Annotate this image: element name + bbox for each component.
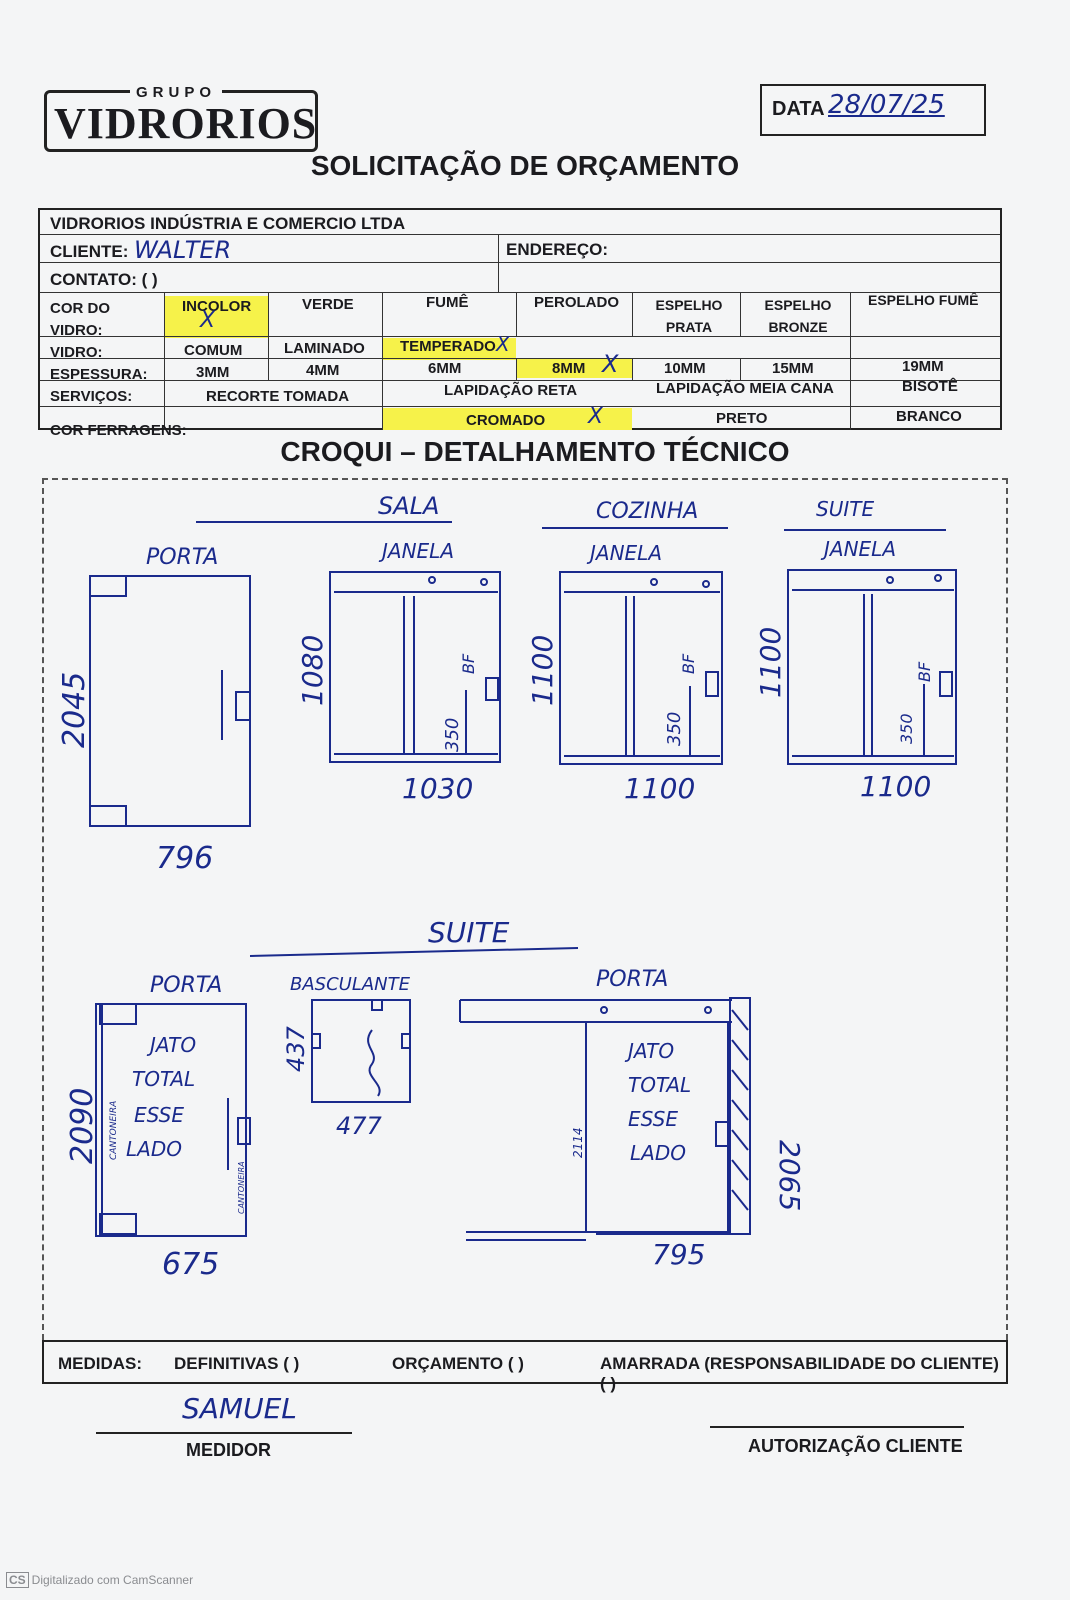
window-2-sill: 350: [664, 711, 685, 746]
color-incolor: INCOLOR: [182, 298, 252, 315]
window-1-height: 1080: [296, 634, 329, 706]
door-3-width: 795: [652, 1238, 706, 1271]
hardware-cromado: CROMADO: [466, 412, 546, 429]
company-name: VIDRORIOS INDÚSTRIA E COMERCIO LTDA: [50, 214, 406, 233]
window-1-lock: [486, 678, 498, 700]
mark-temperado: X: [496, 332, 510, 356]
mark-cromado: X: [588, 404, 604, 429]
door-2-hinge-top: [100, 1004, 136, 1024]
door-3-jato-4: LADO: [630, 1141, 686, 1165]
logo-group-text: GRUPO: [130, 84, 222, 101]
basculante-swing: [368, 1030, 380, 1096]
service-recorte-tomada: RECORTE TOMADA: [206, 388, 350, 405]
door-2-width: 675: [162, 1247, 220, 1282]
door-2-cantoneira-left: CANTONEIRA: [109, 1100, 119, 1160]
label-porta-3: PORTA: [596, 967, 669, 992]
window-3-lock: [940, 672, 952, 696]
color-espelho-bronze: ESPELHO BRONZE: [764, 297, 832, 335]
date-value: 28/07/25: [828, 90, 945, 120]
service-lapidacao-meia-cana: LAPIDAÇÃO MEIA CANA: [656, 380, 834, 397]
door-3-jato-3: ESSE: [628, 1107, 678, 1131]
basculante-height: 437: [282, 1026, 310, 1072]
color-verde: VERDE: [302, 296, 354, 313]
page-title: SOLICITAÇÃO DE ORÇAMENTO: [310, 150, 740, 181]
glass-label: VIDRO:: [50, 344, 103, 361]
thickness-6mm: 6MM: [428, 360, 462, 377]
contact-label: CONTATO: ( ): [50, 270, 158, 289]
window-1-width: 1030: [402, 772, 474, 805]
medidas-label: MEDIDAS:: [58, 1354, 143, 1373]
window-3-sill: 350: [897, 713, 916, 744]
basculante-width: 477: [336, 1112, 382, 1140]
medidor-label: MEDIDOR: [186, 1440, 271, 1460]
camscanner-icon: CS: [6, 1572, 29, 1588]
label-basculante: BASCULANTE: [290, 974, 411, 995]
client-label: CLIENTE:: [50, 242, 129, 261]
glass-comum: COMUM: [184, 342, 243, 359]
door-1-hinge-top: [90, 576, 126, 596]
mark-8mm: X: [602, 350, 619, 378]
logo-name: VIDRORIOS: [54, 99, 318, 148]
color-label-2: VIDRO:: [50, 322, 103, 339]
door-2-jato-4: LADO: [126, 1137, 182, 1161]
label-janela-3: JANELA: [824, 537, 897, 561]
door-1-width: 796: [156, 841, 214, 876]
service-bisote: BISOTÊ: [902, 378, 958, 395]
croqui-title: CROQUI – DETALHAMENTO TÉCNICO: [280, 436, 790, 467]
door-3-height: 2065: [773, 1140, 806, 1212]
color-espelho-prata: ESPELHO PRATA: [655, 297, 723, 335]
thickness-15mm: 15MM: [772, 360, 814, 377]
door-3-lock: [716, 1122, 728, 1146]
window-2-height: 1100: [526, 634, 559, 706]
color-espelho-fume: ESPELHO FUMÊ: [868, 292, 979, 308]
thickness-3mm: 3MM: [196, 364, 230, 381]
window-3-width: 1100: [860, 770, 932, 803]
window-2-width: 1100: [624, 772, 696, 805]
door-3-inner-height: 2114: [571, 1127, 585, 1158]
door-2-cantoneira-right: CANTONEIRA: [237, 1161, 246, 1214]
services-label: SERVIÇOS:: [50, 388, 133, 405]
label-porta-1: PORTA: [146, 545, 219, 570]
door-2-jato-1: JATO: [150, 1033, 197, 1057]
door-2-height: 2090: [65, 1087, 100, 1164]
door-2-jato-3: ESSE: [134, 1103, 184, 1127]
label-porta-2: PORTA: [150, 973, 223, 998]
glass-laminado: LAMINADO: [284, 340, 365, 357]
address-label: ENDEREÇO:: [506, 240, 609, 259]
hardware-preto: PRETO: [716, 410, 768, 427]
door-3-jato-1: JATO: [628, 1039, 675, 1063]
label-suite-bottom: SUITE: [428, 916, 510, 949]
footer-measures: [42, 1340, 1008, 1393]
door-1-hinge-bottom: [90, 806, 126, 826]
client-value: WALTER: [134, 236, 232, 264]
medidor-signature: SAMUEL: [182, 1392, 297, 1425]
window-2-bf: BF: [679, 653, 698, 674]
color-fume: FUMÊ: [426, 294, 469, 311]
door-2-jato-2: TOTAL: [132, 1067, 196, 1091]
window-1-bf: BF: [459, 653, 478, 674]
window-2-lock: [706, 672, 718, 696]
color-perolado: PEROLADO: [534, 294, 620, 311]
scanner-watermark: CS Digitalizado com CamScanner: [6, 1572, 193, 1588]
date-label: DATA: [772, 98, 825, 120]
label-sala: SALA: [378, 492, 440, 520]
door-2-hinge-bottom: [100, 1214, 136, 1234]
amarrada-option: AMARRADA (RESPONSABILIDADE DO CLIENTE) ( ): [600, 1354, 999, 1393]
definitivas-option: DEFINITIVAS ( ): [174, 1354, 300, 1373]
thickness-4mm: 4MM: [306, 362, 340, 379]
label-janela-2: JANELA: [590, 541, 663, 565]
hardware-branco: BRANCO: [896, 408, 962, 425]
basculante-outline: [312, 1000, 410, 1102]
service-lapidacao-reta: LAPIDAÇÃO RETA: [444, 382, 578, 399]
window-1-sill: 350: [442, 717, 463, 752]
orcamento-option: ORÇAMENTO ( ): [392, 1354, 524, 1373]
window-3-height: 1100: [754, 626, 787, 698]
door-1-outline: [90, 576, 250, 826]
mark-incolor: X: [200, 308, 216, 333]
cliente-label: AUTORIZAÇÃO CLIENTE: [748, 1436, 963, 1456]
label-suite-top: SUITE: [816, 497, 875, 521]
label-cozinha: COZINHA: [596, 499, 699, 524]
medidor-line: [96, 1432, 352, 1434]
suite-bottom-underline: [250, 948, 578, 956]
glass-temperado: TEMPERADO: [400, 338, 496, 355]
cliente-line: [710, 1426, 964, 1428]
window-3-bf: BF: [915, 661, 934, 682]
label-janela-1: JANELA: [382, 539, 455, 563]
door-2-lock: [238, 1118, 250, 1144]
color-label-1: COR DO: [50, 300, 110, 317]
hardware-label: COR FERRAGENS:: [50, 422, 187, 439]
door-1-height: 2045: [57, 671, 92, 748]
thickness-8mm: 8MM: [552, 360, 586, 377]
door-3-jato-2: TOTAL: [628, 1073, 692, 1097]
thickness-19mm: 19MM: [902, 358, 944, 375]
thickness-10mm: 10MM: [664, 360, 706, 377]
thickness-label: ESPESSURA:: [50, 366, 148, 383]
door-1-lock: [236, 692, 250, 720]
